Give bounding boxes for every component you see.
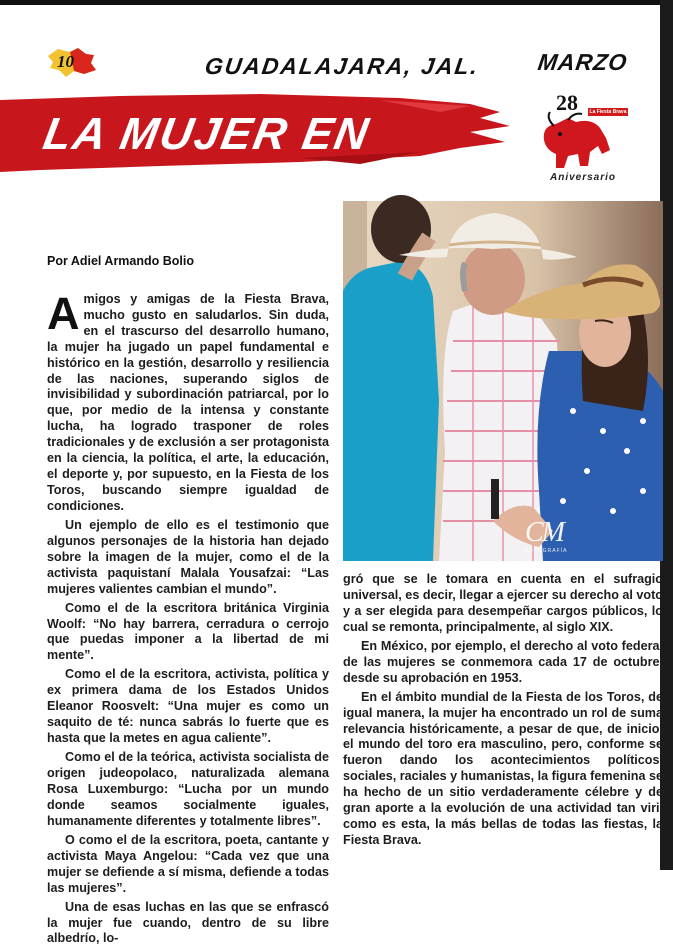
paragraph-text: migos y amigas de la Fiesta Brava, mucho gusto en saludarlos. Sin duda, en el trascurso del desarrollo humano, la mujer ha jugado un papel fundamental e histórico en la gestión, desarrollo y resiliencia de las naciones, superando siglos de invisibilidad y subordinación patriarcal, por lo que, por medio de la intensa y constante lucha, ha logrado trasponer de roles tradicionales y de exclusión a ser protagonista en la ciencia, la política, el arte, la educación, el deporte y, por supuesto, en la Fiesta de los Toros, buscando siempre igualdad de condiciones. xyxy=(47,292,329,513)
article-photo xyxy=(343,201,663,561)
article-paragraph: Como el de la escritora, activista, política y ex primera dama de los Estados Unidos Eleanor Roosvelt: “Una mujer es como un saquito de té: nunca sabrás lo fuerte que es hasta que la metes en agua caliente”. xyxy=(47,667,329,746)
article-paragraph: O como el de la escritora, poeta, cantante y activista Maya Angelou: “Cada vez que una mujer se defiende a sí misma, defiende a todas las mujeres”. xyxy=(47,832,329,895)
article-paragraph: Un ejemplo de ello es el testimonio que algunos personajes de la historia han dejado sobre la imagen de la mujer, como el de la activista paquistaní Malala Yousafzai: “Las mujeres valientes cambian el mundo”. xyxy=(47,517,329,596)
article-paragraph: En México, por ejemplo, el derecho al voto federal de las mujeres se conmemora cada 17 de octubre, desde su aprobación en 1953. xyxy=(343,638,663,685)
header-city: GUADALAJARA, JAL. xyxy=(203,53,482,79)
top-black-bar xyxy=(0,0,673,5)
banner-title: LA MUJER EN xyxy=(39,108,374,159)
page-number: 10 xyxy=(57,52,74,71)
logo-tag: La Fiesta Brava xyxy=(589,109,627,115)
anniversary-number: 28 xyxy=(556,90,578,115)
photo-illustration xyxy=(343,201,663,561)
page-number-badge xyxy=(44,46,98,80)
header-month: MARZO xyxy=(536,49,630,75)
photographer-watermark: CM xyxy=(525,517,563,548)
article-paragraph: Una de esas luchas en las que se enfrascó la mujer fue cuando, dentro de su libre albedrío, lo- xyxy=(47,899,329,946)
article-column-right xyxy=(343,572,663,852)
article-byline: Por Adiel Armando Bolio xyxy=(47,254,194,268)
drop-cap: A xyxy=(47,288,80,339)
article-column-left xyxy=(47,288,329,951)
article-paragraph: gró que se le tomara en cuenta en el sufragio universal, es decir, llegar a ejercer su derecho al voto y a ser elegida para desempeñar cargos públicos, lo cual se remonta, principalmente, al siglo XIX. xyxy=(343,572,663,634)
article-paragraph xyxy=(47,288,329,515)
article-paragraph: Como el de la escritora británica Virginia Woolf: “No hay barrera, cerradura o cerrojo que puedas imponer a la libertad de mi mente”. xyxy=(47,600,329,663)
article-paragraph: En el ámbito mundial de la Fiesta de los Toros, de igual manera, la mujer ha encontrado un rol de suma relevancia históricamente, a pesar de que, de inicio, el mundo del toro era masculino, pero, conforme se fueron dando los acontecimientos políticos, sociales, raciales y humanistas, la figura femenina se ha hecho de un sitio verdaderamente célebre y de gran aporte a la evolución de una actividad tan viril como es esta, la más bellas de todas las fiestas, la Fiesta Brava. xyxy=(343,689,663,847)
anniversary-logo xyxy=(532,88,632,186)
photographer-watermark-sub: FOTOGRAFÍA xyxy=(525,548,568,554)
article-paragraph: Como el de la teórica, activista socialista de origen judeopolaco, naturalizada alemana Rosa Luxemburgo: “Lucha por un mundo donde seamos socialmente iguales, humanamente diferentes y totalmente libres”. xyxy=(47,750,329,828)
anniversary-caption: Aniversario xyxy=(550,172,617,183)
